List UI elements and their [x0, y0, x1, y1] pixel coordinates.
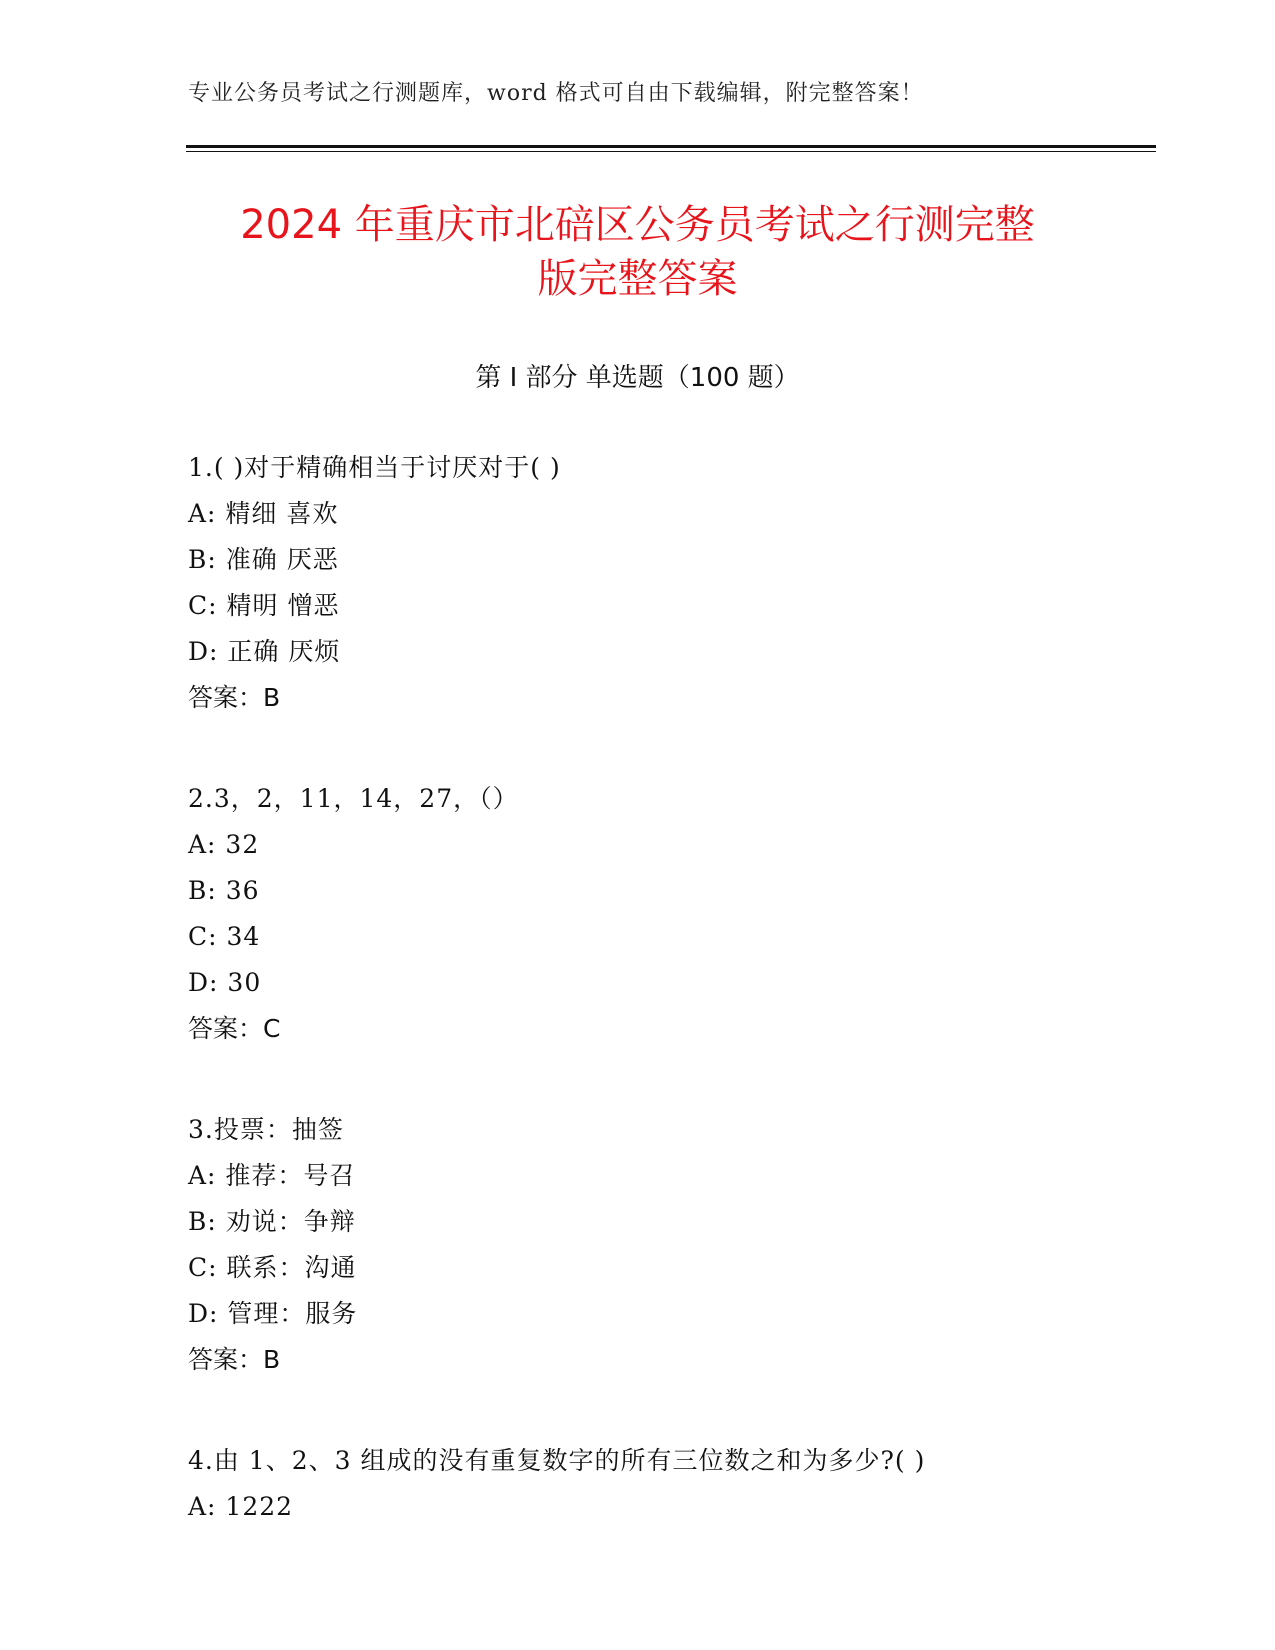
option-b: B: 准确 厌恶: [188, 545, 339, 574]
document-title: [100, 198, 1175, 306]
option-c: C: 34: [188, 922, 261, 951]
question-stem: 3.投票：抽签: [188, 1115, 344, 1144]
header-divider-thin: [186, 151, 1156, 152]
question-list: [188, 445, 1088, 1585]
option-c: C: 精明 憎恶: [188, 591, 340, 620]
option-b: B: 劝说：争辩: [188, 1207, 356, 1236]
header-divider-thick: [186, 145, 1156, 148]
question-2: [188, 776, 1088, 1052]
question-stem: 1.( )对于精确相当于讨厌对于( ): [188, 453, 561, 482]
answer: 答案：B: [188, 683, 281, 712]
document-title-line-2: 版完整答案: [537, 256, 738, 302]
question-1: [188, 445, 1088, 721]
option-d: D: 正确 厌烦: [188, 637, 341, 666]
document-title-line-1: 2024 年重庆市北碚区公务员考试之行测完整: [240, 202, 1035, 248]
question-stem: 4.由 1、2、3 组成的没有重复数字的所有三位数之和为多少?( ): [188, 1446, 926, 1475]
answer: 答案：C: [188, 1014, 281, 1043]
question-3: [188, 1107, 1088, 1383]
header-note: 专业公务员考试之行测题库，word 格式可自由下载编辑，附完整答案！: [188, 81, 924, 106]
option-a: A: 32: [188, 830, 260, 859]
option-d: D: 30: [188, 968, 262, 997]
question-4: [188, 1438, 1088, 1530]
option-a: A: 1222: [188, 1492, 294, 1521]
option-a: A: 推荐：号召: [188, 1161, 356, 1190]
option-b: B: 36: [188, 876, 260, 905]
answer: 答案：B: [188, 1345, 281, 1374]
option-a: A: 精细 喜欢: [188, 499, 339, 528]
option-d: D: 管理：服务: [188, 1299, 358, 1328]
question-stem: 2.3，2，11，14，27，（）: [188, 784, 519, 813]
option-c: C: 联系：沟通: [188, 1253, 357, 1282]
section-title: 第 I 部分 单选题（100 题）: [475, 363, 800, 393]
